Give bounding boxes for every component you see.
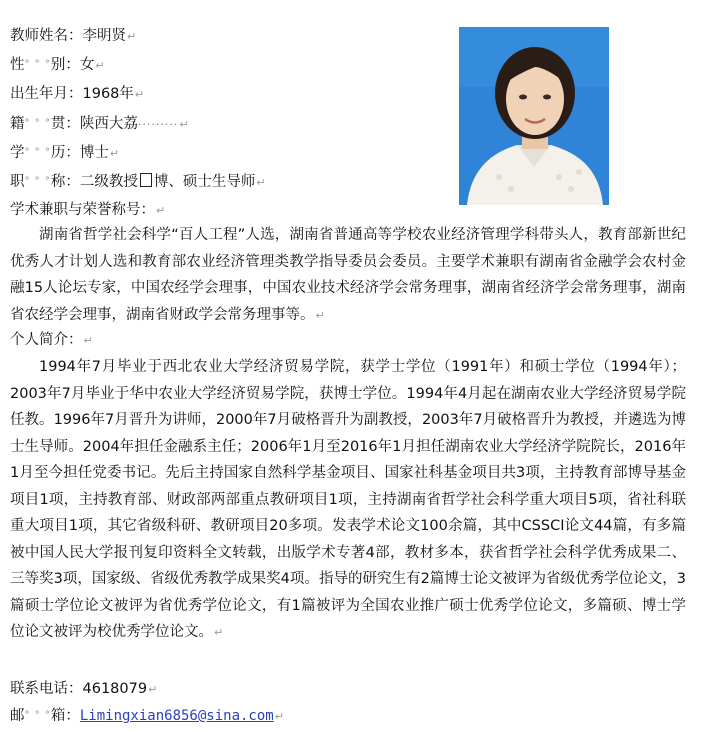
bio-text: 1994年7月毕业于西北农业大学经济贸易学院，获学士学位（1991年）和硕士学位（1994年）；2003年7月毕业于华中农业大学经济贸易学院，获博士学位。1994年4月起在湖南农业大学经济贸易学院任教。1996年7月晋升为讲师，2000年7月破格晋升为副教授，2003年7月破格晋升为教授，并遴选为博士生导师。2004年担任金融系主任；2006年1月至2016年1月担任湖南农业大学经济学院院长，2016年1月至今担任党委书记。先后主持国家自然科学基金项目、国家社科基金项目共3项，主持教育部博导基金项目1项，主持教育部、财政部两部重点教研项目1项，主持湖南省哲学社会科学重大项目5项，省社科联重大项目1项，其它省级科研、教研项目20多项。发表学术论文100余篇，其中CSSCI论文44篇，有多篇被中国人民大学报刊复印资料全文转载，出版学术专著4部，教材多本，获省哲学社会科学优秀成果二、三等奖3项，国家级、省级优秀教学成果奖4项。指导的研究生有2篇博士论文被评为省级优秀学位论文，3篇硕士学位论文被评为省优秀学位论文，有1篇被评为全国农业推广硕士优秀学位论文，多篇硕、博士学位论文被评为校优秀学位论文。 <box>10 359 686 640</box>
origin-label-start: 籍 <box>10 116 25 132</box>
origin-label-dots: ° ° ° <box>24 118 51 129</box>
paragraph-mark-icon: ↵ <box>148 683 158 696</box>
title-value-before: 二级教授 <box>79 174 138 190</box>
gender-line <box>10 53 105 77</box>
title-label-dots: ° ° ° <box>24 176 51 187</box>
education-line <box>10 141 119 165</box>
paragraph-mark-icon: ↵ <box>179 118 189 131</box>
email-link[interactable]: Limingxian6856@sina.com <box>79 708 274 724</box>
bio-heading: 个人简介： <box>10 332 83 348</box>
paragraph-mark-icon: ↵ <box>214 626 224 639</box>
education-label-end: 历： <box>50 145 80 161</box>
birth-line <box>10 82 144 106</box>
email-label-dots: ° ° ° <box>24 710 51 721</box>
paragraph-mark-icon: ↵ <box>83 334 93 347</box>
paragraph-mark-icon: ↵ <box>109 147 120 160</box>
phone-label: 联系电话： <box>10 681 83 697</box>
missing-glyph-box-icon <box>140 173 152 187</box>
origin-value: 陕西大荔 <box>79 116 138 132</box>
academic-paragraph <box>10 222 686 329</box>
name-line <box>10 24 136 48</box>
paragraph-mark-icon: ↵ <box>127 30 137 43</box>
title-value-after: 博、硕士生导师 <box>153 174 256 190</box>
title-label-start: 职 <box>10 174 25 190</box>
paragraph-mark-icon: ↵ <box>274 710 284 723</box>
phone-line <box>10 677 157 701</box>
academic-heading-line <box>10 198 165 222</box>
title-label-end: 称： <box>50 174 80 190</box>
email-label-end: 箱： <box>50 708 80 724</box>
paragraph-mark-icon: ↵ <box>95 59 105 72</box>
name-value: 李明贤 <box>82 28 126 44</box>
phone-value: 4618079 <box>82 681 148 697</box>
origin-label-end: 贯： <box>50 116 80 132</box>
education-label-start: 学 <box>10 145 25 161</box>
paragraph-mark-icon: ↵ <box>256 176 266 189</box>
academic-text: 湖南省哲学社会科学“百人工程”人选，湖南省普通高等学校农业经济管理学科带头人，教育部新世纪优秀人才计划人选和教育部农业经济管理类教学指导委员会委员。主要学术兼职有湖南省金融学会农村金融15人论坛专家，中国农经学会理事，中国农业技术经济学会常务理事，湖南省经济学会常务理事，湖南省农经学会理事，湖南省财政学会常务理事等。 <box>10 227 686 323</box>
email-line <box>10 704 284 728</box>
education-label-dots: ° ° ° <box>24 147 51 158</box>
email-label-start: 邮 <box>10 708 25 724</box>
origin-line <box>10 112 189 136</box>
birth-label: 出生年月： <box>10 86 83 102</box>
bio-heading-line <box>10 328 93 352</box>
gender-label-start: 性 <box>10 57 25 73</box>
gender-label-dots: ° ° ° <box>24 59 51 70</box>
bio-paragraph <box>10 354 686 647</box>
education-value: 博士 <box>79 145 109 161</box>
gender-value: 女 <box>79 57 95 73</box>
teacher-photo <box>459 27 609 205</box>
name-label: 教师姓名： <box>10 28 83 44</box>
academic-heading: 学术兼职与荣誉称号： <box>10 202 155 218</box>
birth-value: 1968年 <box>82 86 134 102</box>
paragraph-mark-icon: ↵ <box>156 204 166 217</box>
paragraph-mark-icon: ↵ <box>134 88 145 101</box>
paragraph-mark-icon: ↵ <box>315 308 325 322</box>
title-line <box>10 170 266 194</box>
origin-trailing-dots: ········· <box>137 118 179 131</box>
gender-label-end: 别： <box>50 57 80 73</box>
